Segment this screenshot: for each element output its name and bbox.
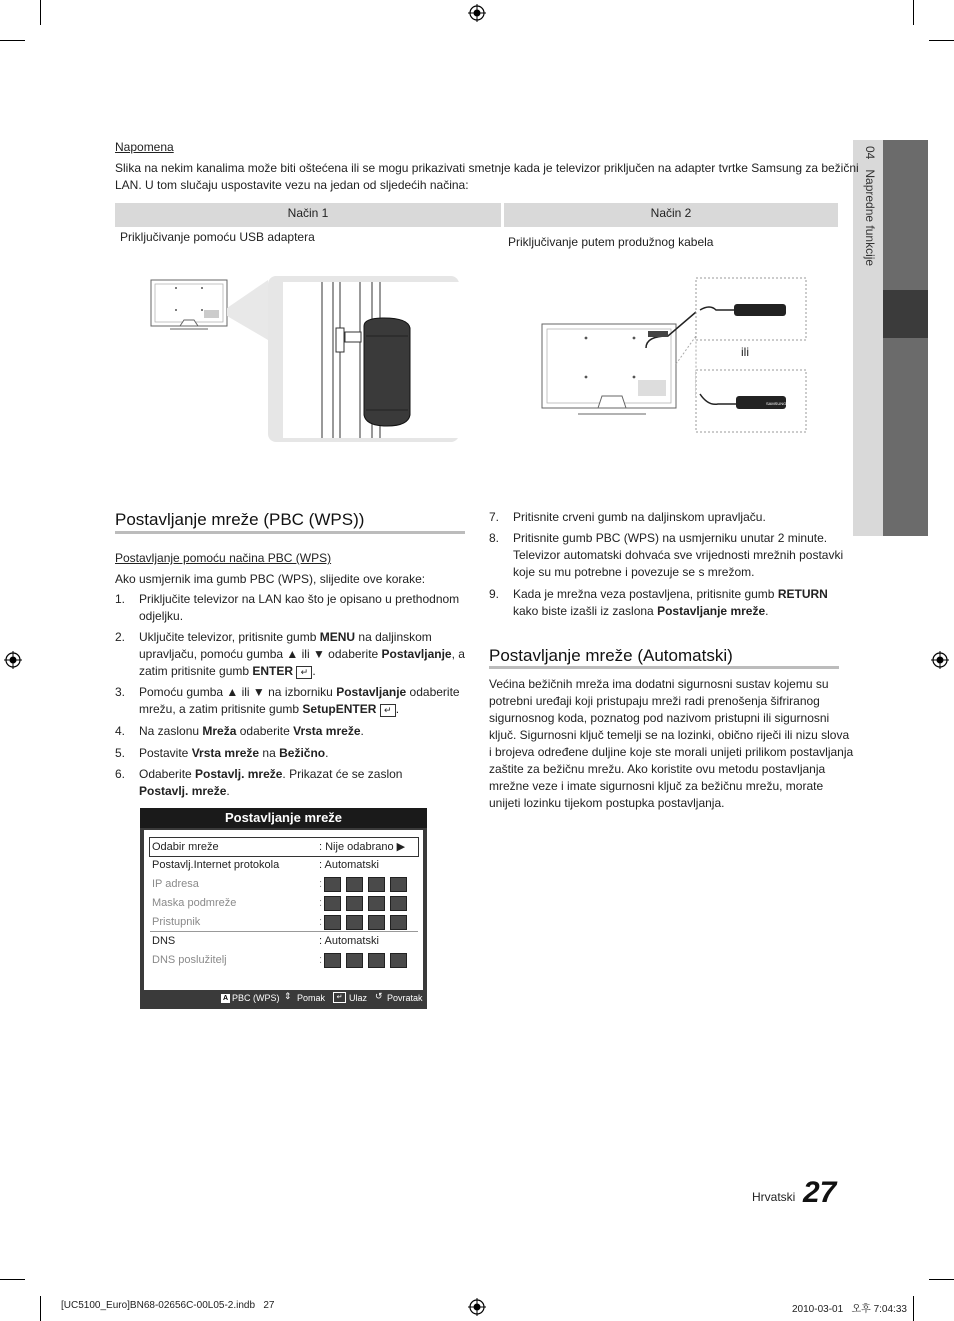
chapter-tab-dark-top bbox=[883, 140, 928, 290]
crop-mark bbox=[929, 40, 954, 41]
enter-key-icon: ↵ bbox=[333, 992, 346, 1003]
registration-mark-icon bbox=[468, 4, 486, 22]
osd-footer-move: Pomak bbox=[297, 993, 326, 1003]
step-4: 4. Na zaslonu Mreža odaberite Vrsta mreže. bbox=[115, 724, 364, 738]
osd-footer-pbc: PBC (WPS) bbox=[232, 993, 280, 1003]
return-icon: ↺ bbox=[375, 991, 383, 1001]
pbc-section-title: Postavljanje mreže (PBC (WPS)) bbox=[115, 510, 365, 529]
note-line-2: LAN. U tom slučaju uspostavite vezu na jedan od sljedećih načina: bbox=[115, 178, 469, 192]
registration-mark-icon bbox=[468, 1298, 486, 1316]
step-3: 3. Pomoću gumba ▲ ili ▼ na izborniku Postavljanje odaberite mrežu, a zatim pritisnite gumb SetupENTER ↵ . bbox=[115, 685, 460, 716]
crop-mark bbox=[913, 0, 914, 25]
print-file-info: [UC5100_Euro]BN68-02656C-00L05-2.indb 27 bbox=[61, 1300, 275, 1311]
auto-section-title: Postavljanje mreže (Automatski) bbox=[489, 646, 733, 665]
or-label: ili bbox=[741, 345, 749, 359]
method-2-text: Priključivanje putem produžnog kabela bbox=[508, 235, 714, 249]
pbc-subheading: Postavljanje pomoću načina PBC (WPS) bbox=[115, 551, 332, 565]
note-line-1: Slika na nekim kanalima može biti oštećena ili se mogu prikazivati smetnje kada je televizor priključen na adapter tvrtke Samsung za bežični bbox=[115, 161, 859, 175]
chapter-tab-active bbox=[883, 290, 928, 338]
osd-footer bbox=[140, 990, 427, 1009]
osd-row-ip-address: IP adresa : bbox=[150, 875, 418, 893]
step-5: 5. Postavite Vrsta mreže na Bežično. bbox=[115, 746, 329, 760]
crop-mark bbox=[913, 1296, 914, 1321]
section-rule bbox=[489, 666, 839, 669]
step-1: 1. Priključite televizor na LAN kao što je opisano u prethodnom odjeljku. bbox=[115, 592, 460, 623]
step-2: 2. Uključite televizor, pritisnite gumb MENU na daljinskom upravljaču, pomoću gumba ▲ ili ▼ odaberite Postavljanje, a zatim pritisnite gumb ENTER ↵ . bbox=[115, 630, 465, 678]
crop-mark bbox=[0, 40, 25, 41]
method-1-header: Način 1 bbox=[115, 203, 501, 227]
network-setup-osd bbox=[140, 808, 427, 1009]
a-key-icon: A bbox=[222, 995, 229, 1002]
crop-mark bbox=[0, 1279, 25, 1280]
step-9: 9. Kada je mrežna veza postavljena, pritisnite gumb RETURN kako biste izašli iz zaslona Postavljanje mreže. bbox=[489, 587, 828, 618]
footer-language: Hrvatski bbox=[752, 1190, 796, 1204]
osd-row-dns[interactable]: DNS : Automatski bbox=[152, 935, 379, 947]
chapter-tab-dark-bottom bbox=[883, 338, 928, 536]
chapter-number: 04 bbox=[863, 146, 877, 160]
step-8: 8. Pritisnite gumb PBC (WPS) na usmjerniku unutar 2 minute. Televizor automatski dohvaća sve vrijednosti mrežnih postavki koje su mu potrebne i povezuje se s mrežom. bbox=[489, 531, 844, 579]
step-7: 7. Pritisnite crveni gumb na daljinskom upravljaču. bbox=[489, 510, 766, 524]
method-2-header: Način 2 bbox=[504, 203, 838, 227]
osd-footer-back: Povratak bbox=[387, 993, 423, 1003]
registration-mark-icon bbox=[931, 651, 949, 669]
osd-title: Postavljanje mreže bbox=[140, 808, 427, 828]
osd-row-dns-server: DNS poslužitelj : bbox=[150, 951, 418, 969]
method-1-text: Priključivanje pomoću USB adaptera bbox=[120, 230, 315, 244]
crop-mark bbox=[929, 1279, 954, 1280]
section-rule bbox=[115, 531, 465, 534]
step-6: 6. Odaberite Postavlj. mreže. Prikazat će se zaslon Postavlj. mreže. bbox=[115, 767, 403, 798]
enter-key-icon: ↵ bbox=[296, 666, 312, 679]
pbc-intro: Ako usmjernik ima gumb PBC (WPS), slijedite ove korake: bbox=[115, 572, 426, 586]
osd-row-subnet-mask: Maska podmreže : bbox=[150, 894, 418, 912]
extension-cable-illustration bbox=[538, 276, 810, 436]
enter-key-icon: ↵ bbox=[380, 704, 396, 717]
chapter-name: Napredne funkcije bbox=[863, 169, 877, 267]
crop-mark bbox=[40, 0, 41, 25]
auto-paragraph: Većina bežičnih mreža ima dodatni sigurnosni sustav kojemu su potrebni uređaji koji pristupaju mreži radi prenošenja šifriranog sigurnosnog koda, poznatog pod nazivom pristupni ili sigurnosni ključ. Sigurnosni ključ temelji se na lozinki, obično riječi ili nizu slova i brojeva određene duljine koje ste morali unijeti prilikom postavljanja zaštite za bežičnu mrežu. Ako koristite ovu metodu postavljanja mrežne veze i imate sigurnosni ključ za bežičnu mrežu, morate unijeti lozinku tijekom postupka postavljanja. bbox=[489, 677, 854, 810]
registration-mark-icon bbox=[4, 651, 22, 669]
note-heading: Napomena bbox=[115, 140, 174, 154]
dongle-brand: SAMSUNG bbox=[766, 401, 787, 406]
page-number: 27 bbox=[803, 1176, 837, 1209]
osd-row-gateway: Pristupnik : bbox=[150, 913, 418, 932]
osd-footer-enter: Ulaz bbox=[349, 993, 368, 1003]
move-arrows-icon: ⇕ bbox=[284, 991, 292, 1001]
print-date-info: 2010-03-01 오후 7:04:33 bbox=[792, 1304, 907, 1315]
osd-panel bbox=[144, 830, 423, 990]
osd-row-network-select[interactable]: Odabir mreže : Nije odabrano ▶ bbox=[149, 837, 419, 857]
chapter-label bbox=[859, 146, 879, 296]
usb-adapter-illustration bbox=[140, 270, 462, 445]
crop-mark bbox=[40, 1296, 41, 1321]
osd-row-ip-settings[interactable]: Postavlj.Internet protokola : Automatski bbox=[152, 859, 379, 871]
